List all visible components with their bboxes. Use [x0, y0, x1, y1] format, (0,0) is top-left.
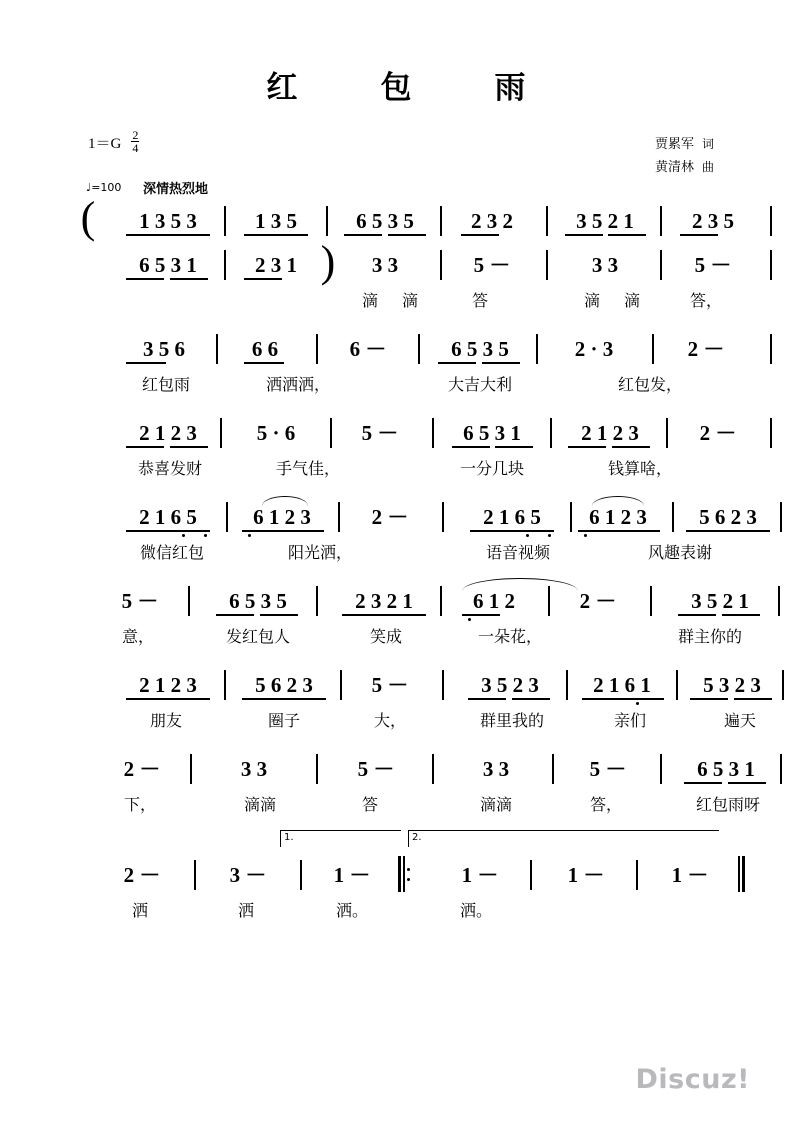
intro-open-paren: ( — [80, 193, 96, 242]
note-group: 3 3 — [371, 253, 399, 277]
note-group: 5 6 2 3 — [255, 673, 313, 697]
key-signature — [88, 130, 139, 155]
note-group: 6 6 — [251, 337, 279, 361]
note-group: 5 3 2 3 — [703, 673, 761, 697]
lyric-syllable: 大， — [373, 711, 407, 730]
tempo-marking: ♩=100 — [86, 181, 122, 194]
lyric-syllable: 语音视频 — [485, 543, 551, 562]
lyric-syllable: 大吉大利 — [447, 375, 513, 394]
note-group: 2 1 6 5 — [139, 505, 197, 529]
lyric-row-4 — [80, 456, 718, 486]
note-group: 6 5 3 5 — [356, 209, 414, 233]
note-group: 5 － — [473, 253, 511, 277]
lyric-syllable: 发红包人 — [225, 627, 291, 646]
note-group: 2 － — [687, 337, 725, 361]
lyric-syllable: 风趣表谢 — [647, 543, 713, 562]
note-group: 2 － — [371, 505, 409, 529]
lyric-syllable: 洒。 — [335, 901, 369, 920]
note-group: 5 － — [361, 421, 399, 445]
lyric-syllable: 滴滴 — [479, 795, 513, 814]
volta-number: 1. — [284, 832, 294, 843]
repeat-end-sign — [398, 856, 410, 892]
staff-line-4 — [80, 412, 737, 496]
key-signature-text: 1＝G — [88, 136, 122, 152]
note-group: 2 3 2 1 — [355, 589, 413, 613]
lyric-syllable: 答 — [361, 795, 379, 814]
note-group: 2 1 6 1 — [593, 673, 651, 697]
note-group: 5 － — [121, 589, 159, 613]
volta-bracket-2 — [408, 830, 719, 847]
note-group: 2 3 5 — [692, 209, 734, 233]
lyric-syllable: 红包雨 — [141, 375, 191, 394]
lyric-syllable: 恭喜发财 — [137, 459, 203, 478]
lyric-syllable: 洒 — [131, 901, 149, 920]
note-group: 6 1 2 3 — [589, 505, 647, 529]
credit-composer-role: 曲 — [701, 160, 714, 174]
note-group: 2 － — [123, 757, 161, 781]
lyric-row-7 — [80, 708, 757, 738]
lyric-row-9 — [80, 898, 718, 928]
note-row-1 — [80, 200, 734, 244]
note-row-8 — [80, 748, 755, 792]
lyric-syllable: 钱算啥， — [607, 459, 673, 478]
note-row-2 — [80, 237, 732, 288]
note-group: 2 1 2 3 — [139, 673, 197, 697]
staff-line-7 — [80, 664, 761, 748]
lyric-syllable: 滴滴 — [243, 795, 277, 814]
note-group: 6 － — [349, 337, 387, 361]
note-group: 6 5 3 1 — [463, 421, 521, 445]
note-group: 5 － — [371, 673, 409, 697]
note-group: 6 5 3 5 — [229, 589, 287, 613]
note-group: 1 － — [333, 863, 371, 887]
note-group: 6 1 2 3 — [253, 505, 311, 529]
lyric-syllable: 洒 — [237, 901, 255, 920]
lyric-syllable: 红包雨呀 — [695, 795, 761, 814]
lyric-syllable: 洒。 — [459, 901, 493, 920]
lyric-row-2 — [80, 288, 723, 318]
staff-line-5 — [80, 496, 757, 580]
lyric-syllable: 朋友 — [149, 711, 183, 730]
page-title: 红 包 雨 — [266, 70, 552, 106]
note-group: 2 1 2 3 — [139, 421, 197, 445]
lyric-row-6 — [80, 624, 743, 654]
note-group: 2 － — [579, 589, 617, 613]
credit-lyricist — [655, 133, 714, 156]
note-row-4 — [80, 412, 737, 456]
credit-lyricist-role: 词 — [701, 137, 714, 151]
lyric-syllable: 群主你的 — [677, 627, 743, 646]
note-group: 3 5 6 — [143, 337, 185, 361]
note-group: 3 3 — [482, 757, 510, 781]
lyric-syllable: 答， — [589, 795, 623, 814]
note-row-5 — [80, 496, 757, 540]
note-row-7 — [80, 664, 761, 708]
lyric-syllable: 手气佳， — [275, 459, 341, 478]
lyric-syllable: 圈子 — [267, 711, 301, 730]
note-group: 2 － — [123, 863, 161, 887]
lyric-syllable: 笑成 — [369, 627, 403, 646]
note-group: 5 · 6 — [256, 421, 296, 445]
staff-line-2 — [80, 237, 732, 328]
lyric-syllable: 滴 — [361, 291, 379, 310]
note-group: 1 － — [567, 863, 605, 887]
lyric-row-8 — [80, 792, 761, 822]
credit-composer-name: 黄清林 — [654, 160, 694, 175]
note-group: 2 1 6 5 — [483, 505, 541, 529]
staff-line-6 — [80, 580, 749, 664]
note-row-3 — [80, 328, 725, 372]
lyric-syllable: 洒洒洒， — [265, 375, 331, 394]
note-group: 3 5 2 1 — [576, 209, 634, 233]
lyric-syllable: 阳光洒， — [287, 543, 353, 562]
lyric-syllable: 答， — [689, 291, 723, 310]
lyric-syllable: 红包发， — [617, 375, 683, 394]
lyric-syllable: 微信红包 — [139, 543, 205, 562]
note-group: 2 · 3 — [574, 337, 614, 361]
note-group: 5 － — [357, 757, 395, 781]
credits — [655, 133, 714, 179]
lyric-syllable: 滴 — [623, 291, 641, 310]
note-group: 3 5 2 1 — [691, 589, 749, 613]
note-group: 3 － — [229, 863, 267, 887]
lyric-syllable: 亲们 — [613, 711, 647, 730]
note-group: 5 － — [694, 253, 732, 277]
note-group: 3 5 2 3 — [481, 673, 539, 697]
note-group: 5 － — [589, 757, 627, 781]
final-double-barline — [738, 856, 745, 892]
note-group: 1 － — [461, 863, 499, 887]
note-group: 3 3 — [240, 757, 268, 781]
lyric-syllable: 滴 — [583, 291, 601, 310]
intro-close-paren: ) — [320, 237, 336, 286]
note-group: 3 3 — [591, 253, 619, 277]
time-signature — [131, 129, 139, 154]
expression-marking: 深情热烈地 — [143, 182, 209, 197]
music-system — [80, 193, 761, 938]
note-group: 2 3 2 — [471, 209, 513, 233]
note-group: 1 3 5 3 — [139, 209, 197, 233]
lyric-syllable: 一分几块 — [459, 459, 525, 478]
note-group: 2 1 2 3 — [581, 421, 639, 445]
volta-number: 2. — [412, 832, 422, 843]
lyric-row-3 — [80, 372, 718, 402]
lyric-syllable: 滴 — [401, 291, 419, 310]
watermark: Discuz! — [635, 1064, 750, 1095]
note-row-6 — [80, 580, 749, 624]
note-group: 6 1 2 — [473, 589, 515, 613]
note-group: 6 5 3 1 — [139, 253, 197, 277]
note-group: 1 3 5 — [255, 209, 297, 233]
staff-line-9 — [80, 832, 718, 938]
time-signature-denominator: 4 — [132, 141, 139, 155]
lyric-syllable: 群里我的 — [479, 711, 545, 730]
lyric-syllable: 意， — [121, 627, 155, 646]
note-group: 6 5 3 1 — [697, 757, 755, 781]
lyric-row-5 — [80, 540, 718, 570]
credit-lyricist-name: 贾累军 — [654, 137, 694, 152]
note-group: 1 － — [671, 863, 709, 887]
staff-line-3 — [80, 328, 725, 412]
lyric-syllable: 遍天 — [723, 711, 757, 730]
credit-composer — [655, 156, 714, 179]
note-group: 6 5 3 5 — [451, 337, 509, 361]
lyric-syllable: 下， — [123, 795, 157, 814]
note-group: 2 3 1 — [255, 253, 297, 277]
note-row-9 — [80, 854, 718, 898]
lyric-syllable: 答 — [471, 291, 489, 310]
staff-line-8 — [80, 748, 761, 832]
time-signature-numerator: 2 — [132, 128, 139, 142]
volta-bracket-1 — [280, 830, 401, 847]
note-group: 5 6 2 3 — [699, 505, 757, 529]
lyric-syllable: 一朵花， — [477, 627, 543, 646]
note-group: 2 － — [699, 421, 737, 445]
